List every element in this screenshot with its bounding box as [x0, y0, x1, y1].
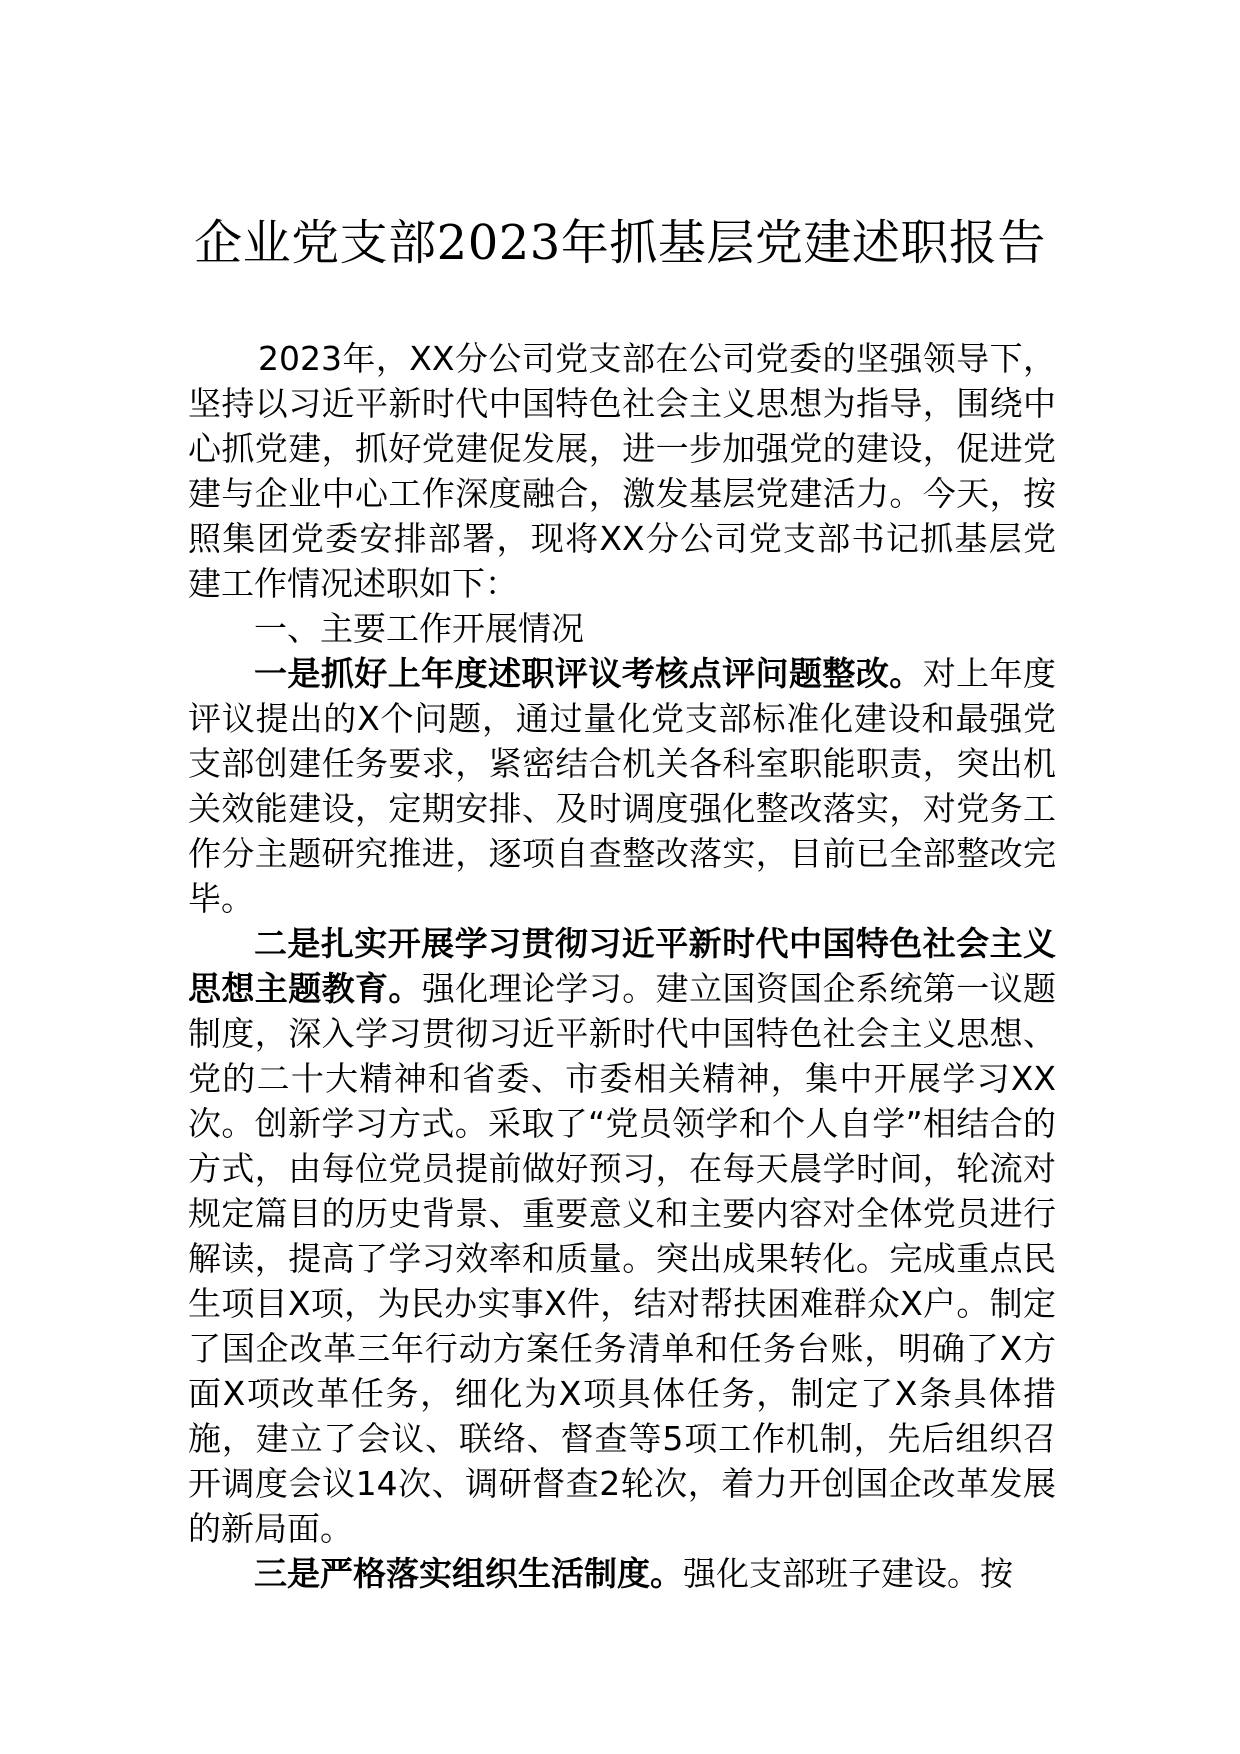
section-heading: 一、主要工作开展情况 — [254, 609, 584, 648]
item-lead: 一是抓好上年度述职评议考核点评问题整改。 — [254, 654, 923, 693]
document-body — [188, 336, 1056, 1596]
item-paragraph-1 — [188, 651, 1056, 921]
item-lead: 三是严格落实组织生活制度。 — [254, 1554, 683, 1593]
item-paragraph-2 — [188, 921, 1056, 1551]
intro-paragraph: 2023年，XX分公司党支部在公司党委的坚强领导下，坚持以习近平新时代中国特色社会主义思想为指导，围绕中心抓党建，抓好党建促发展，进一步加强党的建设，促进党建与企业中心工作深度融合，激发基层党建活力。今天，按照集团党委安排部署，现将XX分公司党支部书记抓基层党建工作情况述职如下： — [188, 339, 1056, 603]
item-text: 强化理论学习。建立国资国企系统第一议题制度，深入学习贯彻习近平新时代中国特色社会主义思想、党的二十大精神和省委、市委相关精神，集中开展学习XX次。创新学习方式。采取了“党员领学和个人自学”相结合的方式，由每位党员提前做好预习，在每天晨学时间，轮流对规定篇目的历史背景、重要意义和主要内容对全体党员进行解读，提高了学习效率和质量。突出成果转化。完成重点民生项目X项，为民办实事X件，结对帮扶困难群众X户。制定了国企改革三年行动方案任务清单和任务台账，明确了X方面X项改革任务，细化为X项具体任务，制定了X条具体措施，建立了会议、联络、督查等5项工作机制，先后组织召开调度会议14次、调研督查2轮次，着力开创国企改革发展的新局面。 — [188, 969, 1057, 1548]
item-text: 强化支部班子建设。按 — [683, 1554, 1013, 1593]
document-title: 企业党支部2023年抓基层党建述职报告 — [194, 215, 1046, 271]
item-text: 对上年度评议提出的X个问题，通过量化党支部标准化建设和最强党支部创建任务要求，紧密结合机关各科室职能职责，突出机关效能建设，定期安排、及时调度强化整改落实，对党务工作分主题研究推进，逐项自查整改落实，目前已全部整改完毕。 — [188, 654, 1057, 918]
item-paragraph-3 — [188, 1551, 1056, 1596]
item-lead: 二是扎实开展学习贯彻习近平新时代中国特色社会主义思想主题教育。 — [188, 924, 1056, 1008]
